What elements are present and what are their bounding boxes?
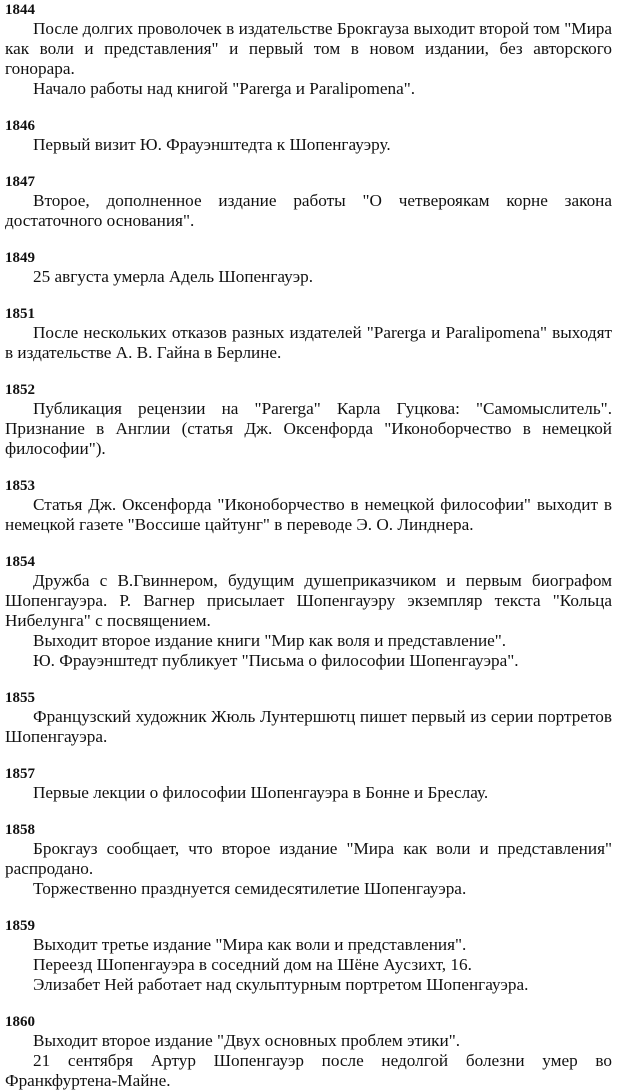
entry-text: Переезд Шопенгауэра в соседний дом на Шёне Аусзихт, 16. <box>33 955 472 974</box>
entry-year: 1851 <box>5 306 35 322</box>
entry-text: Первый визит Ю. Фрауэнштедта к Шопенгауэру. <box>33 135 391 154</box>
entry-year: 1849 <box>5 250 35 266</box>
chronology-entry-1851 <box>5 305 612 363</box>
chronology-entry-1852 <box>5 381 612 459</box>
entry-text: Публикация рецензии на "Parerga" Карла Гуцкова: "Самомыслитель". Признание в Англии (статья Дж. Оксенфорда "Иконоборчество в немецкой философии"). <box>5 399 612 458</box>
chronology-entry-1854 <box>5 553 612 671</box>
entry-text: 21 сентября Артур Шопенгауэр после недолгой болезни умер во Франкфуртена-Майне. <box>5 1051 612 1090</box>
entry-year: 1857 <box>5 766 35 782</box>
entry-year: 1844 <box>5 2 35 18</box>
entry-text: 25 августа умерла Адель Шопенгауэр. <box>33 267 314 286</box>
chronology-entry-1853 <box>5 477 612 535</box>
entry-year: 1860 <box>5 1014 35 1030</box>
chronology-entry-1857 <box>5 765 612 803</box>
chronology-entry-1844 <box>5 1 612 99</box>
entry-text: Ю. Фрауэнштедт публикует "Письма о философии Шопенгауэра". <box>33 651 519 670</box>
entry-text: Выходит третье издание "Мира как воли и представления". <box>33 935 467 954</box>
entry-text: Торжественно празднуется семидесятилетие Шопенгауэра. <box>33 879 467 898</box>
entry-year: 1858 <box>5 822 35 838</box>
entry-text: После нескольких отказов разных издателей "Parerga и Paralipomena" выходят в издательстве А. В. Гайна в Берлине. <box>5 323 612 362</box>
entry-year: 1847 <box>5 174 35 190</box>
entry-year: 1853 <box>5 478 35 494</box>
entry-text: Статья Дж. Оксенфорда "Иконоборчество в немецкой философии" выходит в немецкой газете "Воссише цайтунг" в переводе Э. О. Линднера. <box>5 495 612 534</box>
entry-text: Начало работы над книгой "Parerga и Paralipomena". <box>33 79 416 98</box>
entry-year: 1859 <box>5 918 35 934</box>
entry-text: Дружба с В.Гвиннером, будущим душеприказчиком и первым биографом Шопенгауэра. Р. Вагнер присылает Шопенгауэру экземпляр текста "Кольца Нибелунга" с посвящением. <box>5 571 612 630</box>
entry-year: 1855 <box>5 690 35 706</box>
entry-year: 1854 <box>5 554 35 570</box>
chronology-entry-1860 <box>5 1013 612 1091</box>
chronology-entry-1859 <box>5 917 612 995</box>
entry-text: Французский художник Жюль Лунтершютц пишет первый из серии портретов Шопенгауэра. <box>5 707 612 746</box>
chronology-entry-1846 <box>5 117 612 155</box>
entry-year: 1852 <box>5 382 35 398</box>
entry-text: Элизабет Ней работает над скульптурным портретом Шопенгауэра. <box>33 975 529 994</box>
chronology-entry-1849 <box>5 249 612 287</box>
entry-text: Выходит второе издание "Двух основных проблем этики". <box>33 1031 461 1050</box>
chronology-entry-1855 <box>5 689 612 747</box>
entry-text: Второе, дополненное издание работы "О четвероякам корне закона достаточного основания". <box>5 191 612 230</box>
entry-text: Брокгауз сообщает, что второе издание "Мира как воли и представления" распродано. <box>5 839 612 878</box>
entry-text: После долгих проволочек в издательстве Брокгауза выходит второй том "Мира как воли и представления" и первый том в новом издании, без авторского гонорара. <box>5 19 612 78</box>
entry-text: Первые лекции о философии Шопенгауэра в Бонне и Бреслау. <box>33 783 489 802</box>
chronology-entry-1847 <box>5 173 612 231</box>
chronology-entry-1858 <box>5 821 612 899</box>
entry-text: Выходит второе издание книги "Мир как воля и представление". <box>33 631 507 650</box>
entry-year: 1846 <box>5 118 35 134</box>
